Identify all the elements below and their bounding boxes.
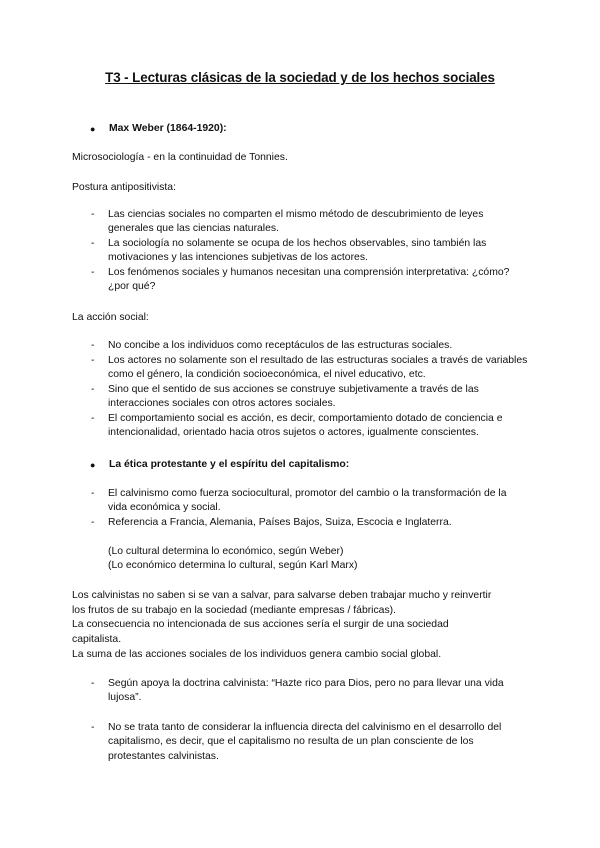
list-item: No concibe a los individuos como receptáculos de las estructuras sociales. (108, 340, 453, 351)
list-item: Referencia a Francia, Alemania, Países Bajos, Suiza, Escocia e Inglaterra. (108, 517, 452, 528)
paragraph-suma: La suma de las acciones sociales de los individuos genera cambio social global. (72, 649, 442, 660)
note-marx: (Lo económico determina lo cultural, según Karl Marx) (108, 560, 358, 571)
dash-marker: - (91, 722, 95, 733)
dash-marker: - (91, 678, 95, 689)
list-item: Sino que el sentido de sus acciones se construye subjetivamente a través de las interacciones sociales con otros actores sociales. (108, 384, 479, 410)
list-item: Según apoya la doctrina calvinista: “Hazte rico para Dios, pero no para llevar una vida lujosa”. (108, 678, 504, 704)
paragraph-calvinistas-line2: los frutos de su trabajo en la sociedad (mediante empresas / fábricas). (72, 605, 397, 616)
dash-marker: - (91, 340, 95, 351)
dash-marker: - (91, 209, 95, 220)
section-heading-weber: Max Weber (1864-1920): (109, 123, 227, 134)
list-item: El calvinismo como fuerza sociocultural, promotor del cambio o la transformación de la vida económica y social. (108, 488, 507, 514)
list-item: El comportamiento social es acción, es decir, comportamiento dotado de conciencia e intencionalidad, orientado hacia otros sujetos o actores, igualmente conscientes. (108, 413, 503, 439)
paragraph-consecuencia-line1: La consecuencia no intencionada de sus acciones sería el surgir de una sociedad (72, 619, 449, 630)
dash-marker: - (91, 488, 95, 499)
list-item: Las ciencias sociales no comparten el mismo método de descubrimiento de leyes generales que las ciencias naturales. (108, 209, 484, 235)
dash-marker: - (91, 384, 95, 395)
paragraph-consecuencia-line2: capitalista. (72, 634, 122, 645)
note-weber: (Lo cultural determina lo económico, según Weber) (108, 546, 344, 557)
list-item: Los actores no solamente son el resultado de las estructuras sociales a través de variables como el género, la condición socioeconómica, el nivel educativo, etc. (108, 355, 528, 381)
dash-marker: - (91, 267, 95, 278)
bullet-icon: ● (90, 124, 96, 134)
paragraph-calvinistas-line1: Los calvinistas no saben si se van a salvar, para salvarse deben trabajar mucho y reinvertir (72, 590, 492, 601)
list-item: La sociología no solamente se ocupa de los hechos observables, sino también las motivaciones y las intenciones subjetivas de los actores. (108, 238, 487, 264)
dash-marker: - (91, 355, 95, 366)
paragraph-postura: Postura antipositivista: (72, 182, 176, 193)
section-heading-etica: La ética protestante y el espíritu del capitalismo: (109, 459, 350, 470)
paragraph-accion-social: La acción social: (72, 312, 149, 323)
dash-marker: - (91, 238, 95, 249)
dash-marker: - (91, 517, 95, 528)
list-item: No se trata tanto de considerar la influencia directa del calvinismo en el desarrollo del capitalismo, es decir, que el capitalismo no resulta de un plan consciente de los protestantes calvinistas. (108, 722, 502, 762)
list-item: Los fenómenos sociales y humanos necesitan una comprensión interpretativa: ¿cómo? ¿por qué? (108, 267, 510, 293)
page-title: T3 - Lecturas clásicas de la sociedad y de los hechos sociales (105, 70, 495, 85)
dash-marker: - (91, 413, 95, 424)
paragraph-microsociologia: Microsociología - en la continuidad de Tonnies. (72, 152, 288, 163)
bullet-icon: ● (90, 460, 96, 470)
